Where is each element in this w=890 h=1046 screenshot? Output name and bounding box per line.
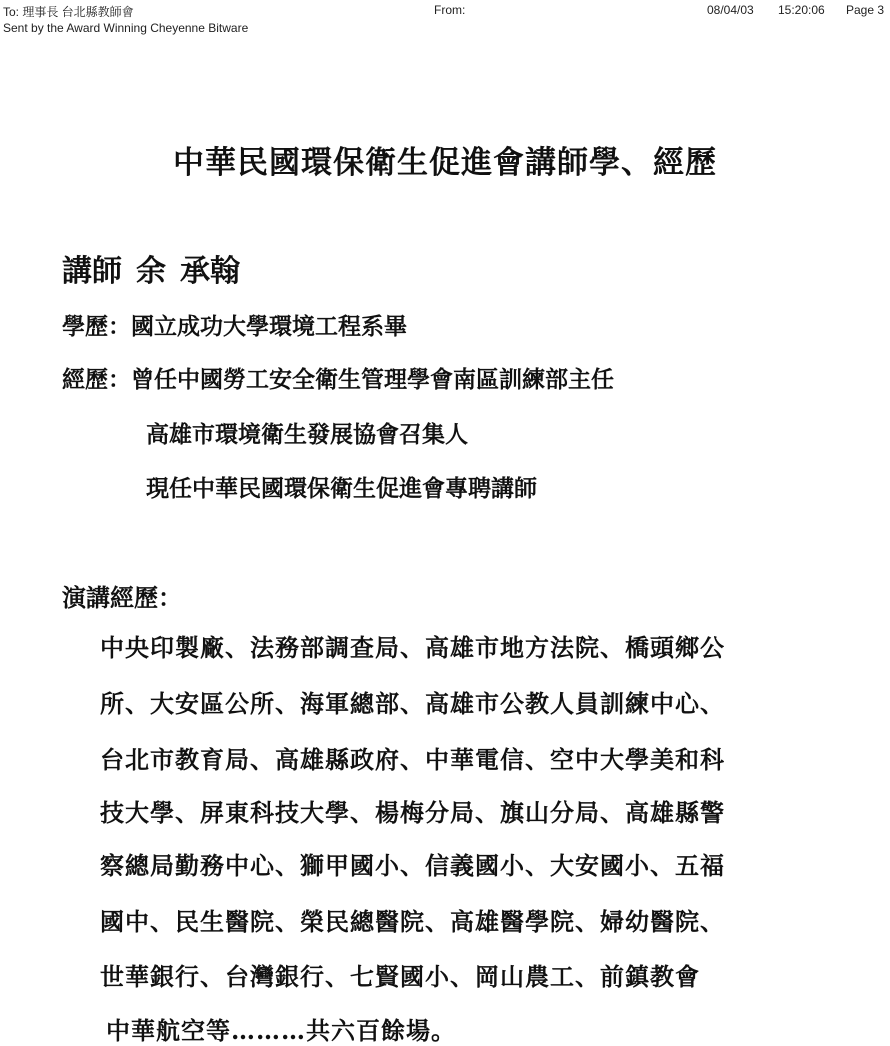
instructor-line	[62, 246, 240, 290]
experience-line-3: 現任中華民國環保衛生促進會專聘講師	[146, 475, 537, 502]
document-title: 中華民國環保衛生促進會講師學、經歷	[173, 145, 717, 181]
lecture-venues-line: 察總局勤務中心、獅甲國小、信義國小、大安國小、五福	[100, 851, 725, 880]
lecture-venues-line: 台北市教育局、高雄縣政府、中華電信、空中大學美和科	[100, 745, 725, 774]
fax-date: 08/04/03	[707, 3, 754, 17]
lecture-venues-line: 技大學、屏東科技大學、楊梅分局、旗山分局、高雄縣警	[100, 798, 725, 827]
lecture-venues-line: 世華銀行、台灣銀行、七賢國小、岡山農工、前鎮教會	[100, 962, 700, 991]
instructor-label: 講師	[62, 254, 122, 289]
fax-to-line: To: 理事長 台北縣教師會	[3, 5, 134, 19]
experience-line-1: 經歷：曾任中國勞工安全衛生管理學會南區訓練部主任	[62, 366, 614, 393]
fax-page-number: Page 3	[846, 3, 885, 17]
fax-from-line: From:	[434, 3, 466, 17]
instructor-name-surname: 余	[136, 254, 166, 289]
lecture-venues-line: 中央印製廠、法務部調查局、高雄市地方法院、橋頭鄉公	[100, 633, 725, 662]
fax-time: 15:20:06	[778, 3, 825, 17]
lecture-history-heading: 演講經歷：	[62, 583, 182, 612]
experience-line-2: 高雄市環境衛生發展協會召集人	[146, 421, 468, 448]
fax-header	[0, 0, 890, 40]
education-line: 學歷：國立成功大學環境工程系畢	[62, 313, 407, 340]
instructor-name-given: 承翰	[180, 254, 240, 289]
lecture-venues-line: 所、大安區公所、海軍總部、高雄市公教人員訓練中心、	[100, 689, 725, 718]
lecture-venues-line: 國中、民生醫院、榮民總醫院、高雄醫學院、婦幼醫院、	[100, 907, 725, 936]
lecture-venues-line: 中華航空等………共六百餘場。	[106, 1016, 456, 1045]
fax-sent-by-line: Sent by the Award Winning Cheyenne Bitware	[3, 21, 249, 35]
